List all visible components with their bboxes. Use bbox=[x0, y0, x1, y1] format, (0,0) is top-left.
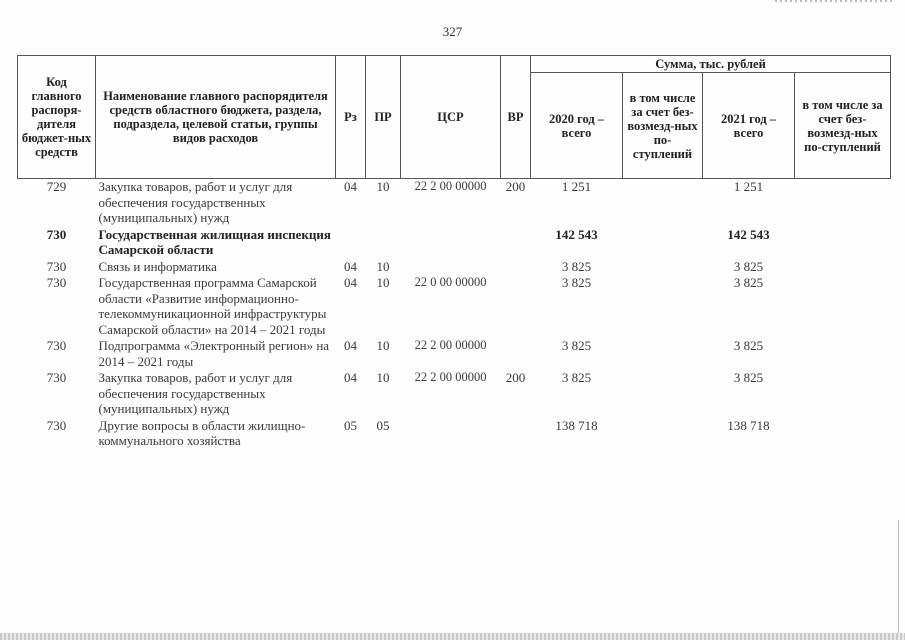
row-2020-incl bbox=[623, 179, 703, 227]
row-rz: 05 bbox=[344, 417, 357, 433]
row-2020-total: 3 825 bbox=[561, 370, 592, 385]
row-pr: 10 bbox=[376, 275, 390, 290]
table-row bbox=[18, 259, 891, 276]
row-2020-total: 3 825 bbox=[561, 338, 592, 353]
row-code: 730 bbox=[46, 258, 67, 274]
header-2020-total: 2020 год – всего bbox=[531, 73, 623, 179]
table-header bbox=[18, 56, 891, 179]
row-name: Государственная жилищная инспекция Самарской области bbox=[98, 226, 331, 257]
row-code: 729 bbox=[46, 179, 67, 194]
row-code: 730 bbox=[46, 338, 67, 353]
row-2021-total: 142 543 bbox=[727, 226, 770, 242]
row-2020-incl bbox=[623, 418, 703, 450]
row-vr: 200 bbox=[505, 370, 526, 385]
row-rz: 04 bbox=[344, 179, 357, 194]
row-2021-incl bbox=[795, 370, 891, 418]
row-2021-incl bbox=[795, 418, 891, 450]
row-csr bbox=[401, 259, 501, 276]
row-2021-incl bbox=[795, 179, 891, 227]
row-2020-incl bbox=[623, 259, 703, 276]
row-code: 730 bbox=[46, 226, 67, 242]
row-pr: 10 bbox=[376, 258, 390, 274]
row-2021-total: 3 825 bbox=[733, 258, 764, 274]
row-name: Связь и информатика bbox=[98, 258, 217, 274]
row-csr: 22 2 00 00000 bbox=[414, 179, 487, 193]
page-number: 327 bbox=[442, 24, 463, 39]
scan-bottom-edge bbox=[0, 633, 905, 640]
row-code: 730 bbox=[46, 275, 67, 290]
header-sum: Сумма, тыс. рублей bbox=[531, 56, 891, 73]
row-2020-incl bbox=[623, 275, 703, 338]
row-2021-total: 1 251 bbox=[733, 179, 764, 194]
row-2021-total: 3 825 bbox=[733, 370, 764, 385]
row-pr: 10 bbox=[376, 338, 390, 353]
row-2021-incl bbox=[795, 227, 891, 259]
row-2021-total: 3 825 bbox=[733, 275, 764, 290]
row-2020-total: 138 718 bbox=[555, 417, 598, 433]
table-row bbox=[18, 227, 891, 259]
row-vr bbox=[501, 418, 531, 450]
row-2020-incl bbox=[623, 370, 703, 418]
header-2020-incl: в том числе за счет без-возмезд-ных по-ступлений bbox=[623, 73, 703, 179]
scan-edge-mark bbox=[775, 0, 895, 2]
header-pr: ПР bbox=[366, 56, 401, 179]
row-rz: 04 bbox=[344, 338, 357, 353]
row-code: 730 bbox=[46, 370, 67, 385]
header-csr: ЦСР bbox=[401, 56, 501, 179]
table-row bbox=[18, 418, 891, 450]
row-2021-total: 3 825 bbox=[733, 338, 764, 353]
row-name: Другие вопросы в области жилищно-коммунального хозяйства bbox=[98, 417, 306, 448]
row-rz: 04 bbox=[344, 258, 357, 274]
row-csr bbox=[401, 227, 501, 259]
row-pr: 10 bbox=[376, 370, 390, 385]
row-2020-incl bbox=[623, 227, 703, 259]
row-vr bbox=[501, 259, 531, 276]
row-vr bbox=[501, 275, 531, 338]
header-vr: ВР bbox=[501, 56, 531, 179]
row-2020-total: 3 825 bbox=[561, 275, 592, 290]
row-vr: 200 bbox=[505, 179, 526, 194]
row-2021-total: 138 718 bbox=[727, 417, 770, 433]
row-2020-total: 3 825 bbox=[561, 258, 592, 274]
row-csr: 22 2 00 00000 bbox=[414, 338, 487, 352]
row-2021-incl bbox=[795, 338, 891, 370]
scan-edge-line bbox=[898, 520, 899, 640]
row-vr bbox=[501, 338, 531, 370]
row-csr: 22 2 00 00000 bbox=[414, 370, 487, 384]
header-2021-total: 2021 год – всего bbox=[703, 73, 795, 179]
row-2021-incl bbox=[795, 259, 891, 276]
row-2021-incl bbox=[795, 275, 891, 338]
row-code: 730 bbox=[46, 417, 67, 433]
header-code: Код главного распоря-дителя бюджет-ных средств bbox=[18, 56, 96, 179]
budget-table bbox=[17, 55, 891, 450]
row-rz: 04 bbox=[344, 275, 357, 290]
table-row bbox=[18, 275, 891, 338]
row-name: Государственная программа Самарской области «Развитие информационно-телекоммуникационной инфраструктуры Самарской области» на 2014 – 2021 годы bbox=[98, 275, 327, 337]
table-row bbox=[18, 338, 891, 370]
row-csr: 22 0 00 00000 bbox=[414, 275, 487, 289]
table-body bbox=[18, 179, 891, 450]
row-pr: 10 bbox=[376, 179, 390, 194]
row-rz: 04 bbox=[344, 370, 357, 385]
row-name: Закупка товаров, работ и услуг для обеспечения государственных (муниципальных) нужд bbox=[98, 370, 293, 416]
row-pr bbox=[366, 227, 401, 259]
header-rz: Рз bbox=[336, 56, 366, 179]
table-row bbox=[18, 370, 891, 418]
header-name: Наименование главного распорядителя средств областного бюджета, раздела, подраздела, целевой статьи, группы видов расходов bbox=[96, 56, 336, 179]
row-vr bbox=[501, 227, 531, 259]
row-csr bbox=[401, 418, 501, 450]
table-row bbox=[18, 179, 891, 227]
row-2020-incl bbox=[623, 338, 703, 370]
row-2020-total: 1 251 bbox=[561, 179, 592, 194]
row-name: Подпрограмма «Электронный регион» на 2014 – 2021 годы bbox=[98, 338, 330, 369]
row-pr: 05 bbox=[376, 417, 390, 433]
row-rz bbox=[336, 227, 366, 259]
row-2020-total: 142 543 bbox=[555, 226, 598, 242]
row-name: Закупка товаров, работ и услуг для обеспечения государственных (муниципальных) нужд bbox=[98, 179, 293, 225]
header-2021-incl: в том числе за счет без-возмезд-ных по-ступлений bbox=[795, 73, 891, 179]
